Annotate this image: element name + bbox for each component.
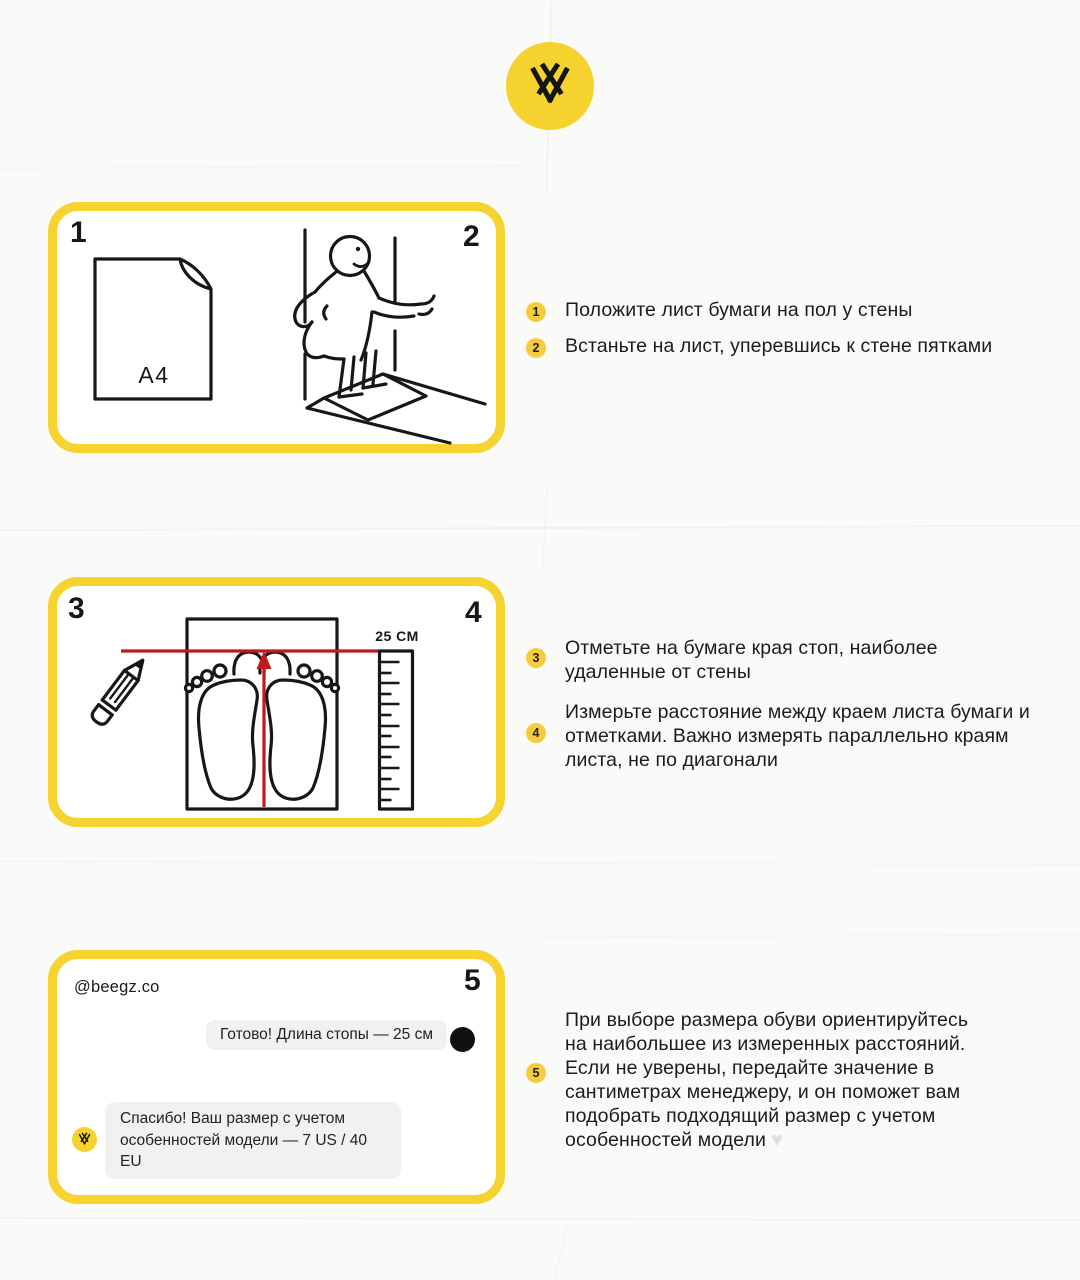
step-badge-2-number: 2 (532, 341, 540, 355)
paper-crease (542, 488, 548, 568)
chat-message-client: Готово! Длина стопы — 25 см (206, 1020, 447, 1050)
beegz-avatar (72, 1127, 97, 1152)
step-5-text-content: При выборе размера обуви ориентируйтесь на наибольшее из измеренных расстояний. Если не уверены, передайте значение в сантиметрах менеджеру, и он поможет вам подобрать подходящий размер с учетом особенностей модели (565, 1009, 969, 1151)
beegz-logo-icon (525, 61, 575, 111)
pencil-icon (90, 655, 150, 727)
step-4-text: Измерьте расстояние между краем листа бумаги и отметками. Важно измерять параллельно краям листа, не по диагонали (565, 701, 1030, 771)
beegz-avatar-icon (77, 1132, 92, 1147)
card-step-5-chat (48, 950, 505, 1204)
card-number-3: 3 (68, 592, 85, 625)
person-at-wall-figure (295, 230, 434, 399)
step-badge-2 (526, 338, 546, 358)
step-badge-5 (526, 1063, 546, 1083)
brand-logo (506, 42, 594, 130)
paper-crease (0, 860, 1080, 866)
card-steps-3-4 (48, 577, 505, 827)
illustration-paper-and-person (48, 202, 505, 452)
paper-on-floor (307, 374, 485, 443)
a4-paper-sheet (95, 259, 211, 399)
step-badge-1 (526, 302, 546, 322)
card-number-5: 5 (464, 964, 481, 997)
card-number-1: 1 (70, 216, 87, 249)
a4-label: A4 (138, 362, 170, 388)
ruler-measurement-label: 25 СМ (375, 628, 419, 644)
chat-message-beegz: Спасибо! Ваш размер с учетом особенностей модели — 7 US / 40 EU (105, 1102, 401, 1179)
step-1-text: Положите лист бумаги на пол у стены (565, 299, 913, 321)
step-badge-5-number: 5 (532, 1066, 540, 1080)
paper-crease (0, 165, 520, 170)
step-badge-4-number: 4 (532, 726, 540, 740)
step-badge-3-number: 3 (532, 651, 540, 665)
paper-crease (540, 934, 1080, 939)
card-number-2: 2 (463, 220, 480, 253)
card-steps-1-2 (48, 202, 505, 453)
paper-crease (0, 525, 1080, 532)
brand-handle: @beegz.co (74, 978, 160, 996)
client-avatar (450, 1027, 475, 1052)
step-badge-1-number: 1 (532, 305, 540, 319)
step-3-text: Отметьте на бумаге края стоп, наиболее удаленные от стены (565, 637, 938, 683)
heart-icon: ♥ (771, 1129, 784, 1151)
step-2-text: Встаньте на лист, уперевшись к стене пятками (565, 335, 993, 357)
card-number-4: 4 (465, 596, 482, 629)
step-badge-3 (526, 648, 546, 668)
step-badge-4 (526, 723, 546, 743)
ruler-icon (380, 651, 413, 809)
paper-crease (553, 1226, 568, 1280)
illustration-foot-measuring (48, 577, 505, 827)
step-5-text (565, 1008, 985, 1152)
paper-crease (0, 1217, 1080, 1222)
